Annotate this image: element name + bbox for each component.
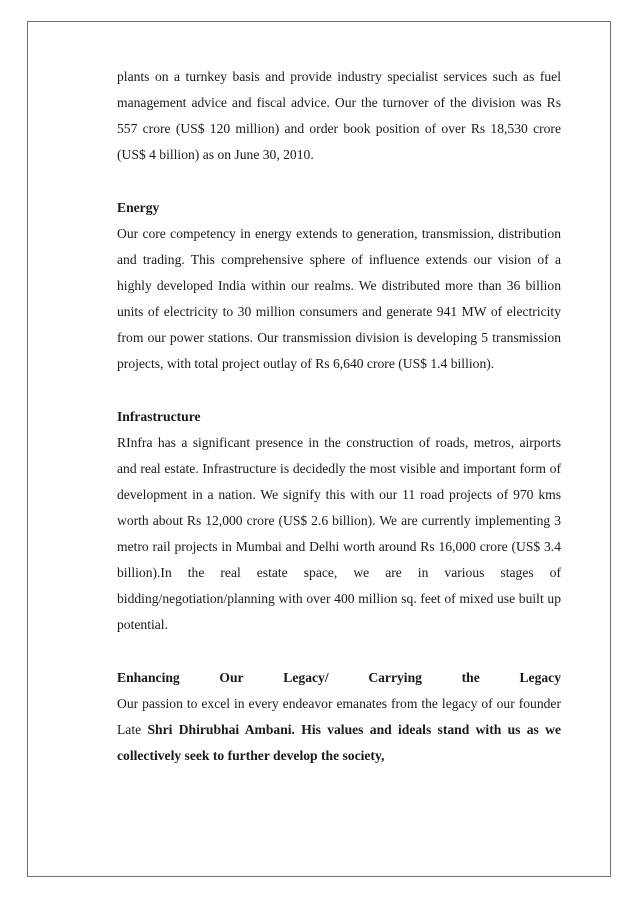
legacy-heading-word: Legacy — [519, 670, 561, 685]
legacy-heading-word: Carrying — [368, 670, 422, 685]
infrastructure-paragraph: RInfra has a significant presence in the construction of roads, metros, airports and real estate. Infrastructure is decidedly the most visible and important form of development in a nation. We signify this with our 11 road projects of 970 kms worth about Rs 12,000 crore (US$ 2.6 billion). We are currently implementing 3 metro rail projects in Mumbai and Delhi worth around Rs 16,000 crore (US$ 3.4 billion).In the real estate space, we are in various stages of bidding/negotiation/planning with over 400 million sq. feet of mixed use built up potential. — [117, 435, 561, 632]
legacy-heading-word: the — [461, 670, 480, 685]
section-spacer — [117, 377, 561, 404]
legacy-heading-word: Legacy/ — [283, 670, 329, 685]
intro-paragraph: plants on a turnkey basis and provide industry specialist services such as fuel management advice and fiscal advice. Our the turnover of the division was Rs 557 crore (US$ 120 million) and order book position of over Rs 18,530 crore (US$ 4 billion) as on June 30, 2010. — [117, 69, 561, 162]
infrastructure-heading: Infrastructure — [117, 409, 201, 424]
legacy-heading-word: Enhancing — [117, 670, 180, 685]
legacy-paragraph — [117, 691, 561, 769]
section-spacer — [117, 638, 561, 665]
legacy-text-normal: Our passion to excel in every endeavor emanates from the legacy of our founder Late — [117, 696, 561, 737]
document-body — [117, 64, 561, 769]
legacy-heading — [117, 665, 561, 691]
legacy-text-bold: Shri Dhirubhai Ambani. His values and ideals stand with us as we collectively seek to further develop the society, — [117, 722, 561, 763]
energy-heading: Energy — [117, 200, 160, 215]
legacy-heading-word: Our — [219, 670, 244, 685]
energy-paragraph: Our core competency in energy extends to generation, transmission, distribution and trading. This comprehensive sphere of influence extends our vision of a highly developed India within our realms. We distributed more than 36 billion units of electricity to 30 million consumers and generate 941 MW of electricity from our power stations. Our transmission division is developing 5 transmission projects, with total project outlay of Rs 6,640 crore (US$ 1.4 billion). — [117, 226, 561, 371]
section-spacer — [117, 168, 561, 195]
